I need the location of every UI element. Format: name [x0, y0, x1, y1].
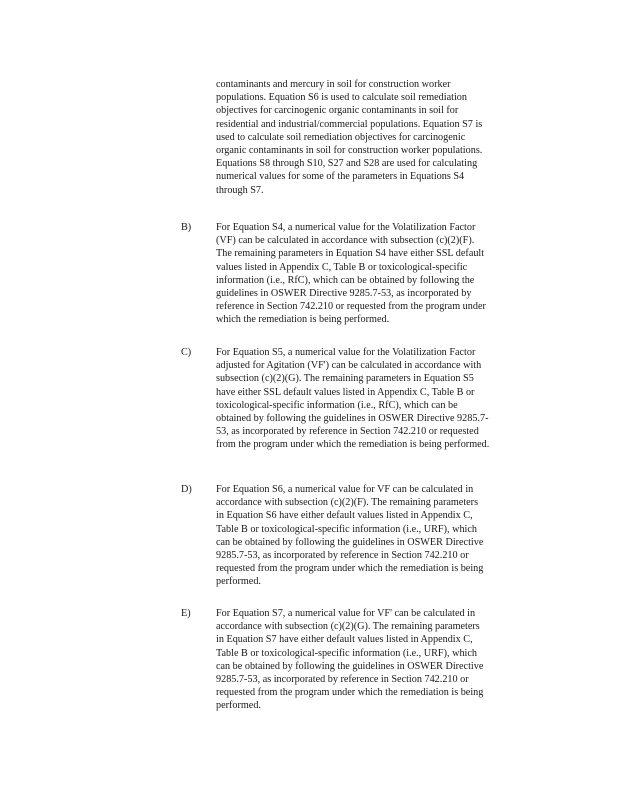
paragraph-line: reference in Section 742.210 or requested from the program under	[216, 301, 486, 313]
paragraph-line: For Equation S4, a numerical value for the Volatilization Factor	[216, 222, 476, 233]
paragraph-line: can be obtained by following the guidelines in OSWER Directive	[216, 660, 484, 672]
paragraph-label-b: B)	[181, 222, 192, 233]
paragraph-line: For Equation S6, a numerical value for VF can be calculated in	[216, 484, 474, 495]
paragraph-line: performed.	[216, 576, 261, 588]
paragraph-label-d: D)	[181, 484, 192, 495]
paragraph-line: adjusted for Agitation (VF') can be calculated in accordance with	[216, 360, 482, 372]
paragraph-line: accordance with subsection (c)(2)(F). The remaining parameters	[216, 497, 479, 509]
intro-line: organic contaminants in soil for construction worker populations.	[216, 145, 483, 157]
paragraph-line: information (i.e., RfC), which can be obtained by following the	[216, 274, 475, 286]
intro-line: used to calculate soil remediation objectives for carcinogenic	[216, 131, 466, 143]
paragraph-label-c: C)	[181, 347, 192, 358]
paragraph-line: toxicological-specific information (i.e., RfC), which can be	[216, 399, 458, 411]
intro-line: contaminants and mercury in soil for construction worker	[216, 79, 451, 90]
paragraph-line: have either SSL default values listed in Appendix C, Table B or	[216, 386, 475, 398]
paragraph-line: For Equation S5, a numerical value for the Volatilization Factor	[216, 347, 476, 358]
paragraph-line: 9285.7-53, as incorporated by reference in Section 742.210 or	[216, 550, 469, 562]
paragraph-line: 9285.7-53, as incorporated by reference in Section 742.210 or	[216, 674, 469, 686]
paragraph-line: Table B or toxicological-specific information (i.e., URF), which	[216, 523, 477, 535]
paragraph-line: subsection (c)(2)(G). The remaining parameters in Equation S5	[216, 373, 474, 385]
paragraph-line: in Equation S6 have either default values listed in Appendix C,	[216, 510, 473, 522]
intro-line: numerical values for some of the parameters in Equations S4	[216, 171, 465, 183]
paragraph-line: requested from the program under which the remediation is being	[216, 563, 484, 575]
paragraph-line: values listed in Appendix C, Table B or toxicological-specific	[216, 261, 468, 273]
intro-line: populations. Equation S6 is used to calculate soil remediation	[216, 92, 467, 104]
intro-line: Equations S8 through S10, S27 and S28 are used for calculating	[216, 158, 478, 170]
intro-paragraph	[216, 78, 546, 197]
paragraph-line: For Equation S7, a numerical value for VF' can be calculated in	[216, 608, 476, 619]
paragraph-line: Table B or toxicological-specific information (i.e., URF), which	[216, 647, 477, 659]
paragraph-d	[216, 483, 546, 589]
paragraph-line: can be obtained by following the guidelines in OSWER Directive	[216, 536, 484, 548]
paragraph-line: accordance with subsection (c)(2)(G). The remaining parameters	[216, 621, 480, 633]
paragraph-b	[216, 221, 546, 327]
intro-line: residential and industrial/commercial populations. Equation S7 is	[216, 118, 483, 130]
paragraph-line: guidelines in OSWER Directive 9285.7-53, as incorporated by	[216, 288, 472, 300]
paragraph-line: requested from the program under which the remediation is being	[216, 687, 484, 699]
paragraph-label-e: E)	[181, 608, 191, 619]
paragraph-line: which the remediation is being performed.	[216, 314, 390, 326]
intro-line: through S7.	[216, 184, 264, 196]
paragraph-e	[216, 607, 546, 713]
paragraph-line: 53, as incorporated by reference in Section 742.210 or requested	[216, 426, 479, 438]
paragraph-line: (VF) can be calculated in accordance with subsection (c)(2)(F).	[216, 235, 475, 247]
paragraph-line: performed.	[216, 700, 261, 712]
paragraph-line: in Equation S7 have either default values listed in Appendix C,	[216, 634, 473, 646]
intro-line: objectives for carcinogenic organic contaminants in soil for	[216, 105, 459, 117]
paragraph-line: obtained by following the guidelines in OSWER Directive 9285.7-	[216, 413, 489, 425]
paragraph-line: from the program under which the remediation is being performed.	[216, 439, 490, 451]
paragraph-line: The remaining parameters in Equation S4 have either SSL default	[216, 248, 485, 260]
paragraph-c	[216, 346, 546, 452]
